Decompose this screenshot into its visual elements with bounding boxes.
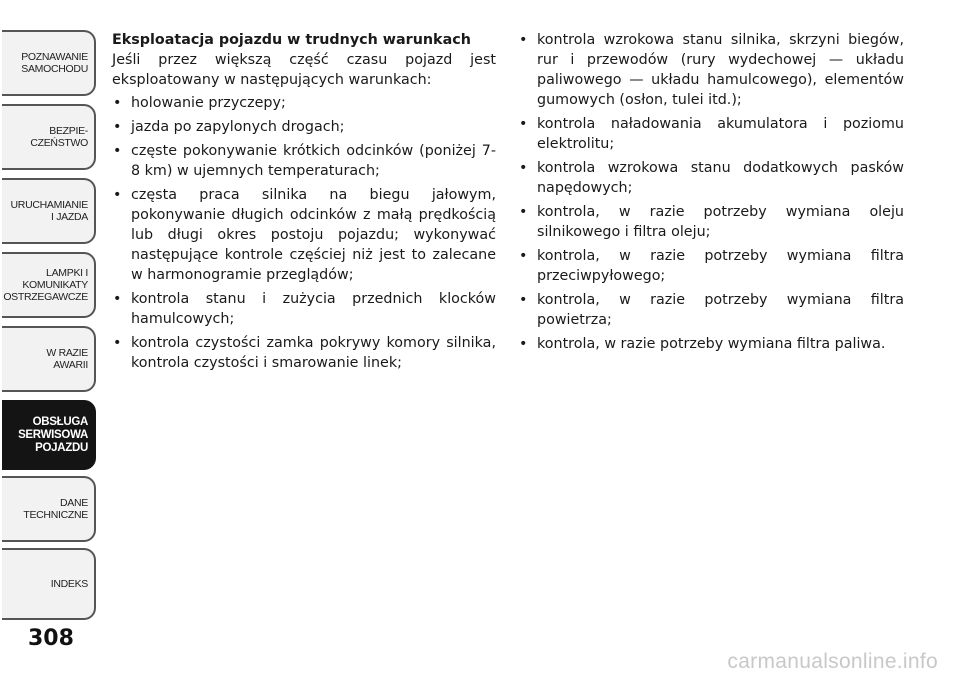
bullet-icon: •: [519, 32, 528, 48]
list-item-text: kontrola, w razie potrzeby wymiana oleju silnikowego i filtra oleju;: [537, 204, 904, 240]
list-item: [112, 93, 496, 113]
section-heading: Eksploatacja pojazdu w trudnych warunkach: [112, 32, 471, 48]
list-item-text: holowanie przyczepy;: [131, 95, 286, 111]
bullet-icon: •: [519, 160, 528, 176]
bullet-icon: •: [113, 95, 122, 111]
list-item: [518, 246, 904, 286]
bullet-icon: •: [519, 248, 528, 264]
list-item: [518, 290, 904, 330]
tab-w-razie-awarii[interactable]: [2, 326, 96, 392]
bullet-icon: •: [519, 292, 528, 308]
list-item: [112, 289, 496, 329]
tab-label: BEZPIE- CZEŃSTWO: [30, 125, 88, 149]
bullet-icon: •: [113, 143, 122, 159]
tab-label: DANE TECHNICZNE: [23, 497, 88, 521]
tab-indeks[interactable]: [2, 548, 96, 620]
list-item-text: kontrola stanu i zużycia przednich klocków hamulcowych;: [131, 291, 496, 327]
bullet-icon: •: [519, 204, 528, 220]
right-column: [518, 30, 904, 358]
bullet-icon: •: [113, 119, 122, 135]
tab-dane-techniczne[interactable]: [2, 476, 96, 542]
bullet-icon: •: [113, 291, 122, 307]
page-number: 308: [28, 626, 74, 651]
tab-label: OBSŁUGA SERWISOWA POJAZDU: [18, 415, 88, 454]
list-item-text: kontrola naładowania akumulatora i poziomu elektrolitu;: [537, 116, 904, 152]
left-column: [112, 30, 496, 377]
left-bullet-list: [112, 93, 496, 373]
list-item-text: kontrola, w razie potrzeby wymiana filtra paliwa.: [537, 336, 886, 352]
tab-label: W RAZIE AWARII: [46, 347, 88, 371]
list-item: [112, 117, 496, 137]
list-item: [518, 158, 904, 198]
bullet-icon: •: [113, 335, 122, 351]
tab-bezpieczenstwo[interactable]: [2, 104, 96, 170]
list-item-text: jazda po zapylonych drogach;: [131, 119, 345, 135]
right-bullet-list: [518, 30, 904, 354]
list-item-text: częsta praca silnika na biegu jałowym, pokonywanie długich odcinków z małą prędkością lub długi okres postoju pojazdu; wykonywać następujące kontrole częściej niż jest to zalecane w harmonogramie przeglądów;: [131, 187, 496, 283]
tab-lampki-i-komunikaty[interactable]: [2, 252, 96, 318]
tab-label: INDEKS: [50, 578, 88, 590]
list-item: [112, 185, 496, 285]
tab-label: URUCHAMIANIE I JAZDA: [10, 199, 88, 223]
tab-uruchamianie-i-jazda[interactable]: [2, 178, 96, 244]
list-item-text: kontrola, w razie potrzeby wymiana filtra przeciwpyłowego;: [537, 248, 904, 284]
list-item: [518, 114, 904, 154]
intro-paragraph: Jeśli przez większą część czasu pojazd jest eksploatowany w następujących warunkach:: [112, 52, 496, 88]
list-item: [518, 334, 904, 354]
list-item-text: kontrola wzrokowa stanu silnika, skrzyni biegów, rur i przewodów (rury wydechowej — układu paliwowego — układu hamulcowego), elementów gumowych (osłon, tulei itd.);: [537, 32, 904, 108]
list-item-text: kontrola czystości zamka pokrywy komory silnika, kontrola czystości i smarowanie linek;: [131, 335, 496, 371]
list-item-text: kontrola, w razie potrzeby wymiana filtra powietrza;: [537, 292, 904, 328]
list-item-text: częste pokonywanie krótkich odcinków (poniżej 7-8 km) w ujemnych temperaturach;: [131, 143, 496, 179]
list-item-text: kontrola wzrokowa stanu dodatkowych pasków napędowych;: [537, 160, 904, 196]
list-item: [518, 202, 904, 242]
bullet-icon: •: [519, 336, 528, 352]
tab-label: POZNAWANIE SAMOCHODU: [21, 51, 88, 75]
list-item: [518, 30, 904, 110]
bullet-icon: •: [519, 116, 528, 132]
watermark: carmanualsonline.info: [727, 650, 938, 673]
list-item: [112, 333, 496, 373]
list-item: [112, 141, 496, 181]
bullet-icon: •: [113, 187, 122, 203]
tab-label: LAMPKI I KOMUNIKATY OSTRZEGAWCZE: [3, 267, 88, 303]
tab-obsluga-serwisowa[interactable]: [2, 400, 96, 470]
tab-poznawanie-samochodu[interactable]: [2, 30, 96, 96]
